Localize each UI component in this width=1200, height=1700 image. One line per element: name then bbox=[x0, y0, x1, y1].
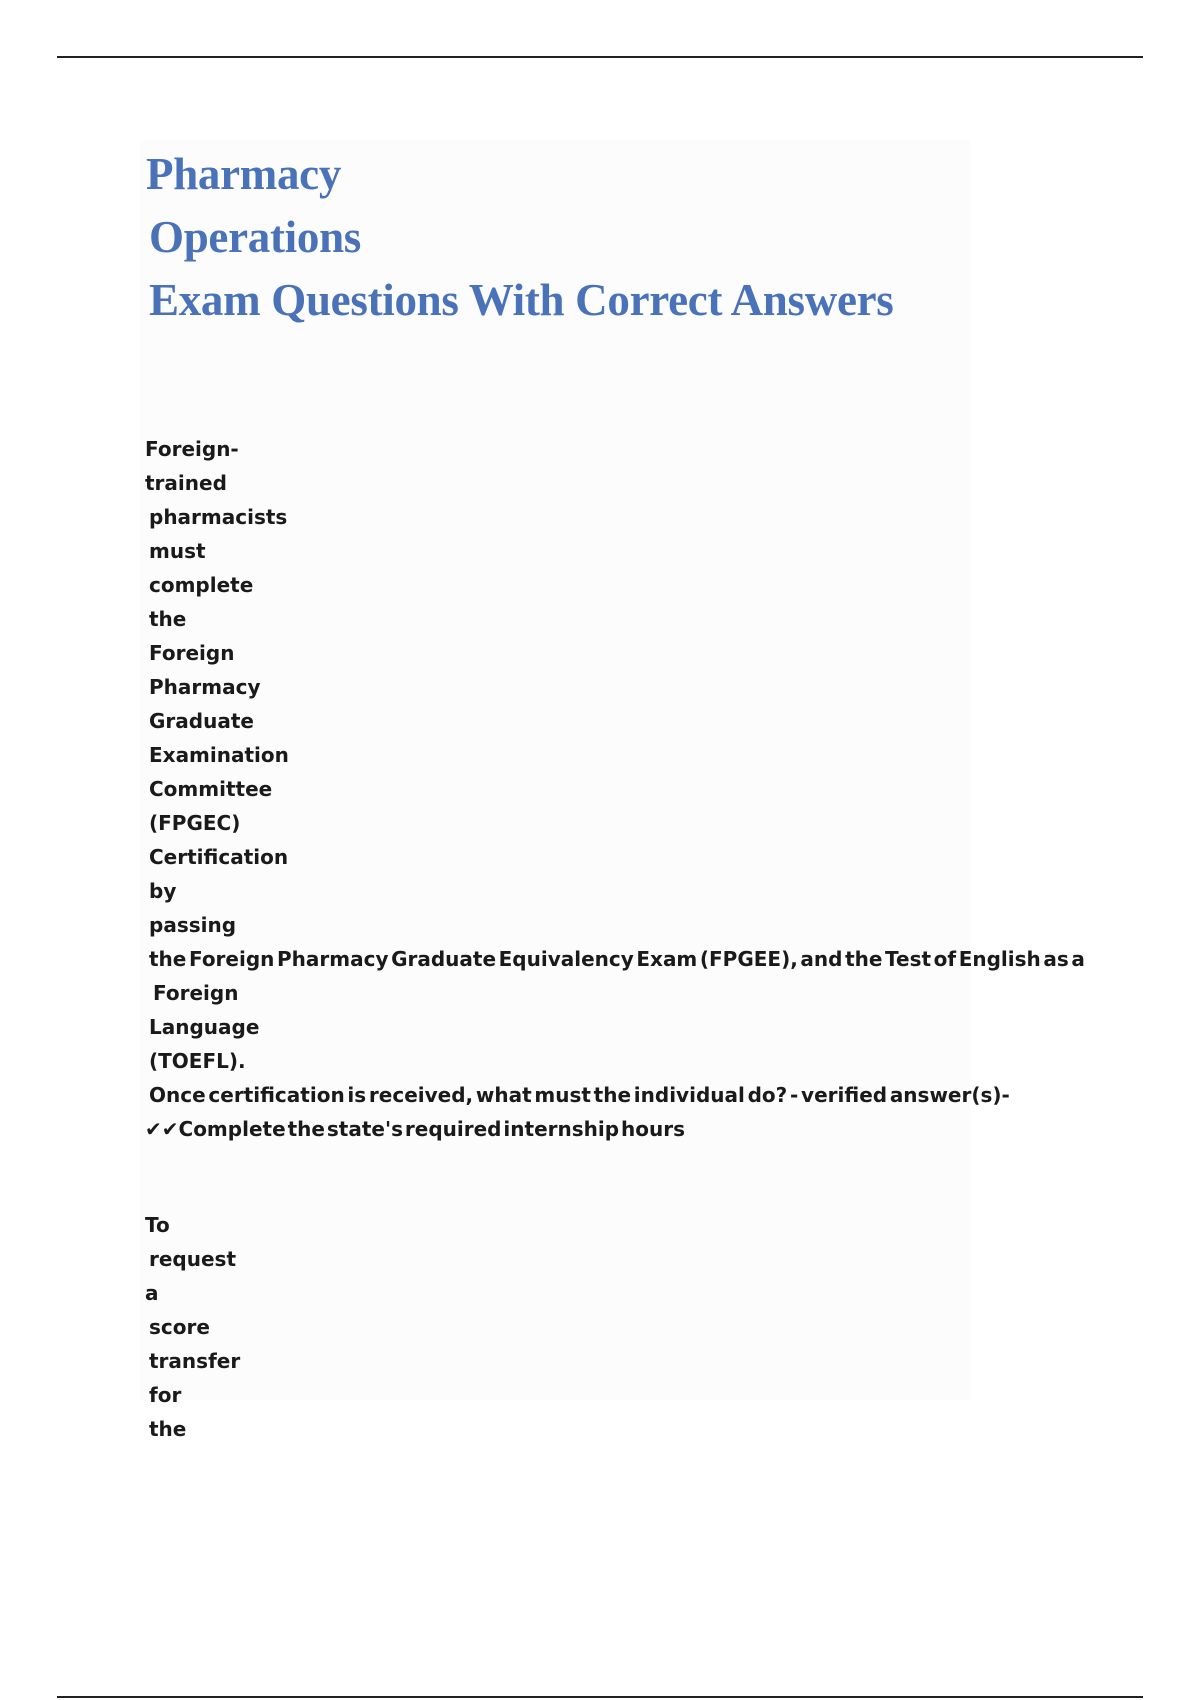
word: a bbox=[1071, 947, 1085, 971]
word: internship bbox=[503, 1117, 620, 1141]
title-line-1: Pharmacy bbox=[146, 149, 342, 199]
word: as bbox=[1043, 947, 1069, 971]
question-1 bbox=[145, 432, 1085, 1146]
question-word: pharmacists bbox=[149, 505, 288, 529]
word: the bbox=[593, 1083, 632, 1107]
word: received, bbox=[368, 1083, 474, 1107]
question-word: Committee bbox=[149, 777, 273, 801]
question-word: Language bbox=[149, 1015, 260, 1039]
word: ✔✔Complete bbox=[145, 1117, 286, 1141]
question-word: trained bbox=[145, 471, 227, 495]
title-line-2: Operations bbox=[149, 212, 362, 262]
question-full-line bbox=[145, 942, 1085, 976]
word: required bbox=[404, 1117, 502, 1141]
word: do? bbox=[747, 1083, 788, 1107]
question-word: the bbox=[149, 607, 187, 631]
question-word: Examination bbox=[149, 743, 289, 767]
question-word: Pharmacy bbox=[149, 675, 261, 699]
word: Test bbox=[885, 947, 932, 971]
word: certification bbox=[208, 1083, 345, 1107]
question-word: transfer bbox=[149, 1349, 241, 1373]
question-word: a bbox=[145, 1281, 159, 1305]
answer-line bbox=[145, 1112, 685, 1146]
word: Once bbox=[149, 1083, 206, 1107]
title-line-3: Exam Questions With Correct Answers bbox=[149, 275, 894, 325]
question-word: Certification bbox=[149, 845, 289, 869]
word: must bbox=[534, 1083, 591, 1107]
word: the bbox=[149, 947, 187, 971]
question-prompt-line bbox=[145, 1078, 1010, 1112]
question-word: (FPGEC) bbox=[149, 811, 241, 835]
word: of bbox=[933, 947, 957, 971]
word: hours bbox=[620, 1117, 685, 1141]
word: Equivalency bbox=[498, 947, 634, 971]
top-rule bbox=[57, 56, 1143, 58]
question-word: (TOEFL). bbox=[149, 1049, 246, 1073]
word: (FPGEE), bbox=[699, 947, 798, 971]
word: English bbox=[958, 947, 1041, 971]
question-word: Foreign bbox=[153, 981, 239, 1005]
question-word: Graduate bbox=[149, 709, 254, 733]
question-word: for bbox=[149, 1383, 182, 1407]
document-title bbox=[146, 143, 894, 332]
word: Exam bbox=[636, 947, 698, 971]
word: verified bbox=[801, 1083, 888, 1107]
bottom-rule bbox=[57, 1696, 1143, 1698]
question-word: To bbox=[145, 1213, 170, 1237]
word: state's bbox=[326, 1117, 403, 1141]
word: is bbox=[347, 1083, 367, 1107]
word: Graduate bbox=[391, 947, 497, 971]
question-word: request bbox=[149, 1247, 237, 1271]
question-2 bbox=[145, 1208, 240, 1446]
word: and bbox=[800, 947, 843, 971]
question-word: the bbox=[149, 1417, 187, 1441]
word: Foreign bbox=[188, 947, 275, 971]
word: individual bbox=[633, 1083, 745, 1107]
question-word: score bbox=[149, 1315, 210, 1339]
question-word: Foreign bbox=[149, 641, 235, 665]
word: the bbox=[287, 1117, 325, 1141]
question-word: passing bbox=[149, 913, 237, 937]
question-word: complete bbox=[149, 573, 254, 597]
question-word: by bbox=[149, 879, 177, 903]
word: what bbox=[475, 1083, 532, 1107]
word: answer(s)- bbox=[889, 1083, 1010, 1107]
question-word: Foreign- bbox=[145, 437, 239, 461]
word: Pharmacy bbox=[277, 947, 389, 971]
word: the bbox=[845, 947, 883, 971]
question-word: must bbox=[149, 539, 206, 563]
word: - bbox=[790, 1083, 799, 1107]
